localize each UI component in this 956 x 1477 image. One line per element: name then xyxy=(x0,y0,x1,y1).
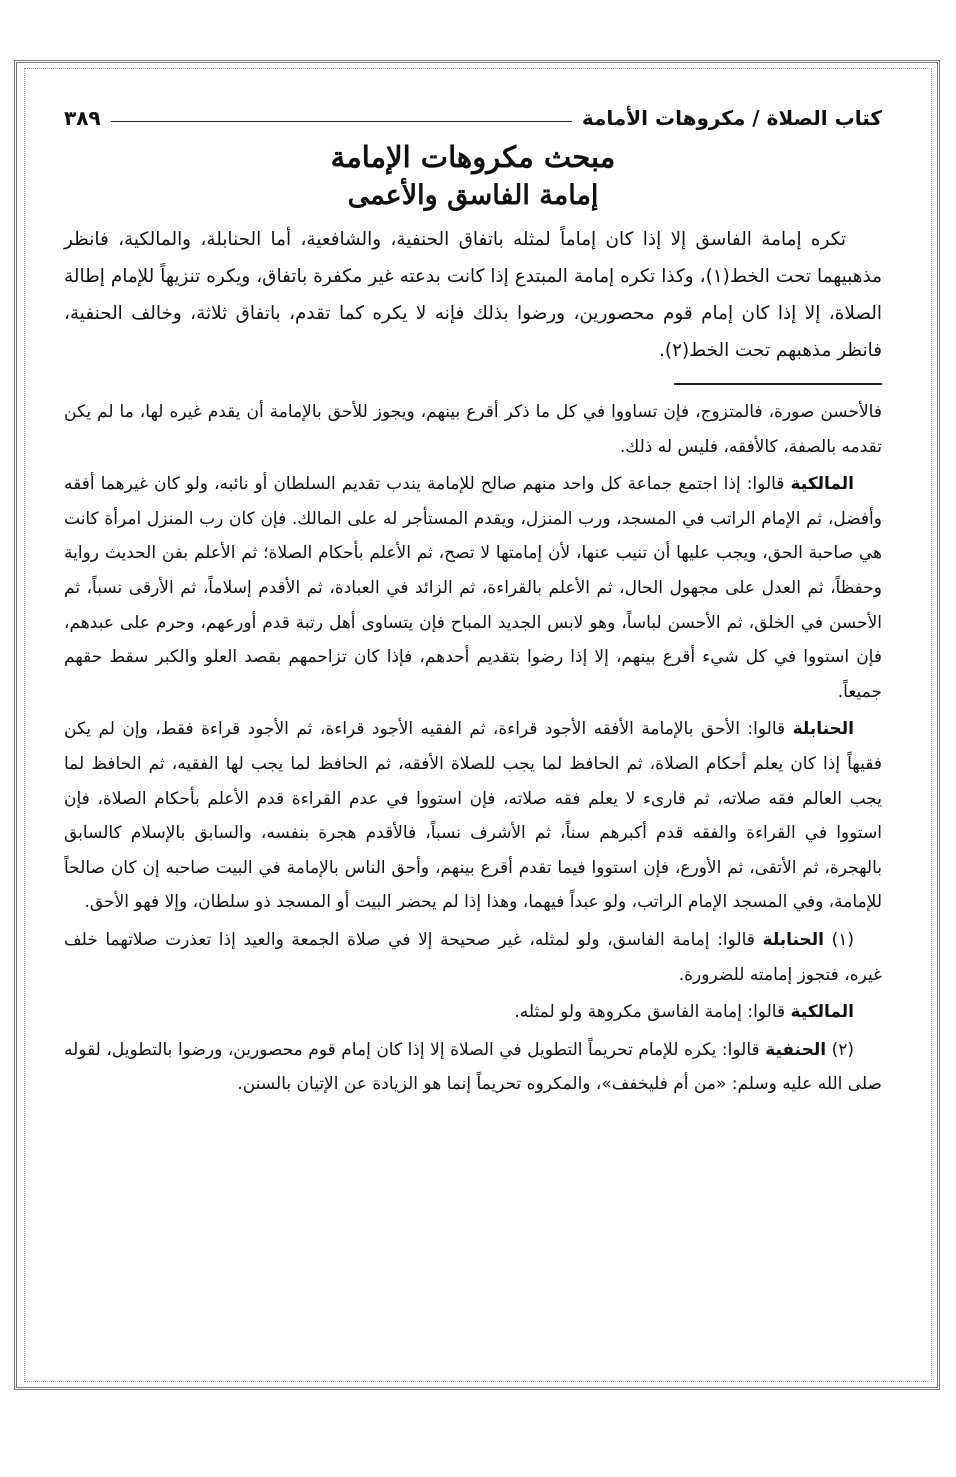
book-page xyxy=(64,96,882,1105)
footnote-maliki-label: المالكية xyxy=(790,474,854,495)
footnote-2-text: قالوا: يكره للإمام تحريماً التطويل في الصلاة إلا إذا كان إمام قوم محصورين، ورضوا بالتطويل، لقوله صلى الله عليه وسلم: «من أم فليخفف»، والمكروه تحريماً إنما هو الزيادة عن الإتيان بالسنن. xyxy=(64,1039,882,1095)
footnote-1-marker: (١) xyxy=(831,929,855,950)
footnote-2-label: الحنفية xyxy=(765,1039,827,1060)
footnote-1b-text: قالوا: إمامة الفاسق مكروهة ولو لمثله. xyxy=(514,1002,791,1023)
page-number: ٣٨٩ xyxy=(64,106,101,130)
footnote-1-label: الحنابلة xyxy=(762,929,824,950)
footnote-maliki xyxy=(64,467,882,709)
footnotes xyxy=(64,395,882,1102)
footnote-hanbali-label: الحنابلة xyxy=(792,719,854,740)
section-title: إمامة الفاسق والأعمى xyxy=(347,180,599,211)
main-paragraph: تكره إمامة الفاسق إلا إذا كان إماماً لمثله باتفاق الحنفية، والشافعية، أما الحنابلة، والمالكية، فانظر مذهبيهما تحت الخط(١)، وكذا تكره إمامة المبتدع إذا كانت بدعته غير مكفرة باتفاق، ويكره تنزيهاً للإمام إطالة الصلاة، إلا إذا كان إمام قوم محصورين، ورضوا بذلك فإنه لا يكره كما تقدم، باتفاق ثلاثة، وخالف الحنفية، فانظر مذهبهم تحت الخط(٢). xyxy=(64,229,882,361)
footnote-1b-label: المالكية xyxy=(790,1002,854,1023)
running-header xyxy=(64,96,882,130)
footnote-hanbali-text: قالوا: الأحق بالإمامة الأفقه الأجود قراءة، ثم الفقيه الأجود قراءة، ثم الأجود قراءة فقط، وإن لم يكن فقيهاً إذا كان يعلم أحكام الصلاة، ثم الحافظ لما يجب للصلاة الأفقه، ثم الحافظ لما يجب لها الفقيه، ثم الحافظ لما يجب العالم فقه صلاته، ثم قارىء لا يعلم فقه صلاته، فإن استووا في عدم القراءة قدم الأعلم بأحكام الصلاة، فإن استووا في القراءة والفقه قدم أكبرهم سناً، ثم الأشرف نسباً، فالأقدم هجرة بنفسه، والسابق بالإسلام كالسابق بالهجرة، ثم الأتقى، ثم الأورع، فإن استووا فيما تقدم أقرع بينهم، وأحق الناس بالإمامة في البيت صاحبه إن كان صالحاً للإمامة، وفي المسجد الإمام الراتب، ولو عبداً فيهما، وهذا إذا لم يحضر البيت أو المسجد ذو سلطان، وإلا فهو الأحق. xyxy=(64,719,882,913)
header-rule xyxy=(111,121,572,122)
footnote-hanbali xyxy=(64,712,882,920)
chapter-title: مبحث مكروهات الإمامة xyxy=(330,140,616,174)
footnote-1b xyxy=(64,995,882,1030)
footnote-2 xyxy=(64,1033,882,1102)
footnote-separator xyxy=(674,383,882,385)
footnote-continuation: فالأحسن صورة، فالمتزوج، فإن تساووا في كل ما ذكر أقرع بينهم، ويجوز للأحق بالإمامة أن يقدم غيره لها، ما لم يكن تقدمه بالصفة، كالأفقه، فليس له ذلك. xyxy=(64,402,882,457)
running-title: كتاب الصلاة / مكروهات الأمامة xyxy=(581,106,882,130)
footnote-2-marker: (٢) xyxy=(831,1039,855,1060)
footnote-1 xyxy=(64,923,882,992)
footnote-maliki-text: قالوا: إذا اجتمع جماعة كل واحد منهم صالح للإمامة يندب تقديم السلطان أو نائبه، ولو كان غيرهما أفقه وأفضل، ثم الإمام الراتب في المسجد، ورب المنزل، ويقدم المستأجر له على المالك. فإن كان رب المنزل امرأة كانت هي صاحبة الحق، ويجب عليها أن تنيب عنها، لأن إمامتها لا تصح، ثم الأعلم بأحكام الصلاة؛ ثم الأعلم بفن الحديث رواية وحفظاً، ثم العدل على مجهول الحال، ثم الأعلم بالقراءة، ثم الزائد في العبادة، ثم الأقدم إسلاماً، ثم الأرقى نسباً، ثم الأحسن في الخلق، ثم الأحسن لباساً، وهو لابس الجديد المباح فإن يتساوى أهل رتبة قدم أورعهم، وحرم على عبدهم، فإن استووا في كل شيء أقرع بينهم، إلا إذا رضوا بتقديم أحدهم، فإذا كان تزاحمهم بقصد العلو والكبر سقط حقهم جميعاً. xyxy=(64,474,882,702)
footnote-1-text: قالوا: إمامة الفاسق، ولو لمثله، غير صحيحة إلا في صلاة الجمعة والعيد إذا تعذرت صلاتهما خلف غيره، فتجوز إمامته للضرورة. xyxy=(64,929,882,985)
